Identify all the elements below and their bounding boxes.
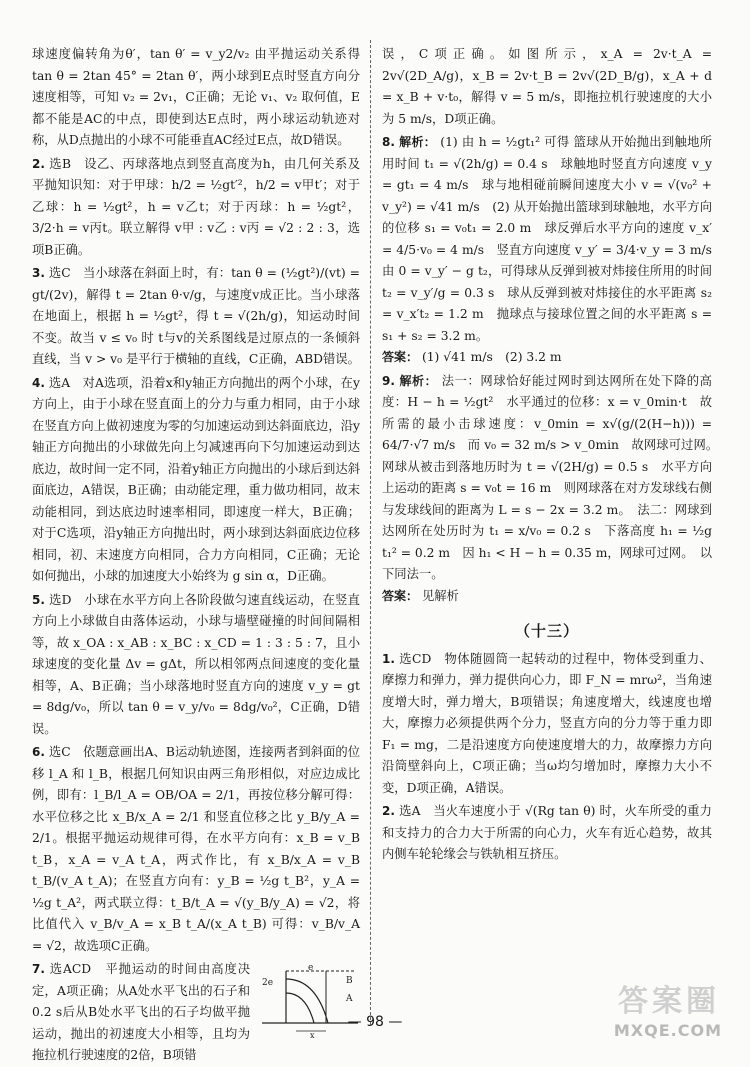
section-title: （十三） (514, 622, 579, 640)
figure-label-x: x (310, 1031, 315, 1039)
question-3: 3. 选C 当小球落在斜面上时，有：tan θ = (½gt²)/(vt) = gt/(2v)，解得 t = 2tan θ·v/g，与速度v成正比。当小球落在地面上，根据 h = ½gt²，得 t = √(2h/g)，知运动时间不变。故当 v ≤ v₀ 时 t与v的关系图线是过原点的一条倾斜直线，当 v > v₀ 是平行于横轴的直线，C正确，ABD错误。 (32, 266, 360, 366)
section-13-question-1: 1. 选CD 物体随圆筒一起转动的过程中，物体受到重力、摩擦力和弹力，弹力提供向心力，即 F_N = mrω²，当角速度增大时，弹力增大，B项错误；角速度增大，线速度也增大，摩擦力必须提供两个分力，竖直方向的分力等于重力即 F₁ = mg，二是沿速度方向使速度增大的力，故摩擦力方向沿筒壁斜向上，C项正确；当ω均匀增加时，摩擦力大小不变，D项正确，A错误。 (382, 651, 712, 795)
watermark-url: MXQE.COM (613, 1021, 722, 1040)
page-number: — 98 — (347, 1014, 403, 1030)
figure-label-2e: 2e (262, 978, 274, 988)
question-6: 6. 选C 依题意画出A、B运动轨迹图，连接两者到斜面的位移 l_A 和 l_B，根据几何知识由两三角形相似，对应边成比例，即有：l_B/l_A = OB/OA = 2/1，再按位移分解可得：水平位移之比 x_B/x_A = 2/1 和竖直位移之比 y_B/y_A = 2/1。根据平抛运动规律可得，在水平方向有：x_B = v_B t_B，x_A = v_A t_A，两式作比，有 x_B/x_A = v_B t_B/(v_A t_A)；在竖直方向有：y_B = ½g t_B²，y_A = ½g t_A²，两式联立得：t_B/t_A = √(y_B/y_A) = √2，将比值代入 v_B/v_A = x_B t_A/(x_A t_B) 可得：v_B/v_A = √2，故选项C正确。 (32, 745, 360, 953)
figure-label-e: e (308, 963, 314, 973)
question-9: 9. 解析： 法一：网球恰好能过网时到达网所在处下降的高度：H − h = ½gt² 水平通过的位移：x = v_0min·t 故所需的最小击球速度：v_0min = x√(g/(2(H−h))) = 64/7·√7 m/s 而 v₀ = 32 m/s > v_0min 故网球可过网。 网球从被击到落地历时为 t = √(2H/g) = 0.5 s 水平方向上运动的距离 s = v₀t = 16 m 则网球落在对方发球线右侧与发球线间的距离为 L = s − 2x = 3.2 m。 法二：网球到达网所在处历时为 t₁ = x/v₀ = 0.2 s 下落高度 h₁ = ½g t₁² = 0.2 m 因 h₁ < H − h = 0.35 m，网球可过网。 以下同法一。 (382, 373, 725, 581)
figure-label-b: B (346, 976, 353, 986)
question-7: 2e e B A x 7. 选ACD 平抛运动的时间由高度决定，A项正确；从A处水平飞出的石子和0.2 s后从B处水平飞出的石子均做平抛运动，抛出的初速度大小相等，且均为拖拉机行驶速度的2倍，B项错 (32, 959, 360, 1067)
column-divider (370, 40, 371, 1025)
question-8: 8. 解析： (1) 由 h = ½gt₁² 可得 篮球从开始抛出到触地所用时间 t₁ = √(2h/g) = 0.4 s 球触地时竖直方向速度 v_y = gt₁ = 4 m/s 球与地相碰前瞬间速度大小 v = √(v₀² + v_y²) = √41 m/s (2) 从开始抛出篮球到球触地，水平方向的位移 s₁ = v₀t₁ = 2.0 m 球反弹后水平方向的速度 v_x′ = 4/5·v₀ = 4 m/s 竖直方向速度 v_y′ = 3/4·v_y = 3 m/s 由 0 = v_y′ − g t₂，可得球从反弹到被对炜接住所用的时间 t₂ = v_y′/g = 0.3 s 球从反弹到被对炜接住的水平距离 s₂ = v_x′t₂ = 1.2 m 抛球点与接球位置之间的水平距离 s = s₁ + s₂ = 3.2 m。 (382, 135, 725, 343)
right-column (382, 44, 725, 866)
question-8-answer: 答案： (1) √41 m/s (2) 3.2 m (382, 350, 562, 364)
question-9-answer: 答案： 见解析 (382, 588, 459, 603)
left-column (32, 44, 360, 1067)
figure-label-a: A (346, 994, 353, 1004)
section-13-question-2: 2. 选A 当火车速度小于 √(Rg tan θ) 时，火车所受的重力和支持力的合力大于所需的向心力，火车有近心趋势，故其内侧车轮轮缘会与铁轨相互挤压。 (382, 804, 712, 861)
question-7-continued: 误，C项正确。如图所示，x_A = 2v·t_A = 2v√(2D_A/g)，x_B = 2v·t_B = 2v√(2D_B/g)，x_A + d = x_B + v·t₀，解得 v = 5 m/s，即拖拉机行驶速度的大小为 5 m/s，D项正确。 (382, 47, 712, 126)
question-4: 4. 选A 对A选项，沿着x和y轴正方向抛出的两个小球，在y方向上，由于小球在竖直面上的分力与重力相同，由于小球在竖直方向上做初速度为零的匀加速运动到达斜面底边，沿y轴正方向抛出的小球做先向上匀减速再向下匀加速运动到达底边，故时间一定不同，沿着y轴正方向抛出的小球后到达斜面底边，A错误，B正确；由动能定理，重力做功相同，故末动能相同，到达底边时速率相同，即速度一样大，B正确；对于C选项，沿y轴正方向抛出时，两小球到达斜面底边位移相同，初、末速度方向相同，合力方向相同，C正确；无论如何抛出，小球的加速度大小始终为 g sin α，D正确。 (32, 375, 360, 583)
watermark-logo: 答案圈 (618, 984, 720, 1019)
continued-solution: 球速度偏转角为θ′，tan θ′ = v_y2/v₂ 由平抛运动关系得 tan θ = 2tan 45° = 2tan θ′，两小球到E点时竖直方向分速度相等，可知 v₂ = 2v₁，C正确；无论 v₁、v₂ 取何值，E都不能是AC的中点，即使到达E点时，两小球运动轨迹对称，从D点抛出的小球不可能垂直AC经过E点，故D错误。 (32, 47, 360, 147)
question-2: 2. 选B 设乙、丙球落地点到竖直高度为h，由几何关系及平抛知识知：对于甲球：h/2 = ½gt′²，h/2 = v甲t′；对于乙球：h = ½gt²，h = v乙t；对于丙球：h = ½gt²，3/2·h = v丙t。联立解得 v甲 : v乙 : v丙 = √2 : 2 : 3，选项B正确。 (32, 156, 360, 257)
question-5: 5. 选D 小球在水平方向上各阶段做匀速直线运动，在竖直方向上小球做自由落体运动，小球与墙壁碰撞的时间间隔相等，故 x_OA : x_AB : x_BC : x_CD = 1 : 3 : 5 : 7，且小球速度的变化量 Δv = gΔt，所以相邻两点间速度的变化量相等，A、B正确；当小球落地时竖直方向的速度 v_y = gt = 8dg/v₀，所以 tan θ = v_y/v₀ = 8dg/v₀²，C正确，D错误。 (32, 592, 360, 736)
